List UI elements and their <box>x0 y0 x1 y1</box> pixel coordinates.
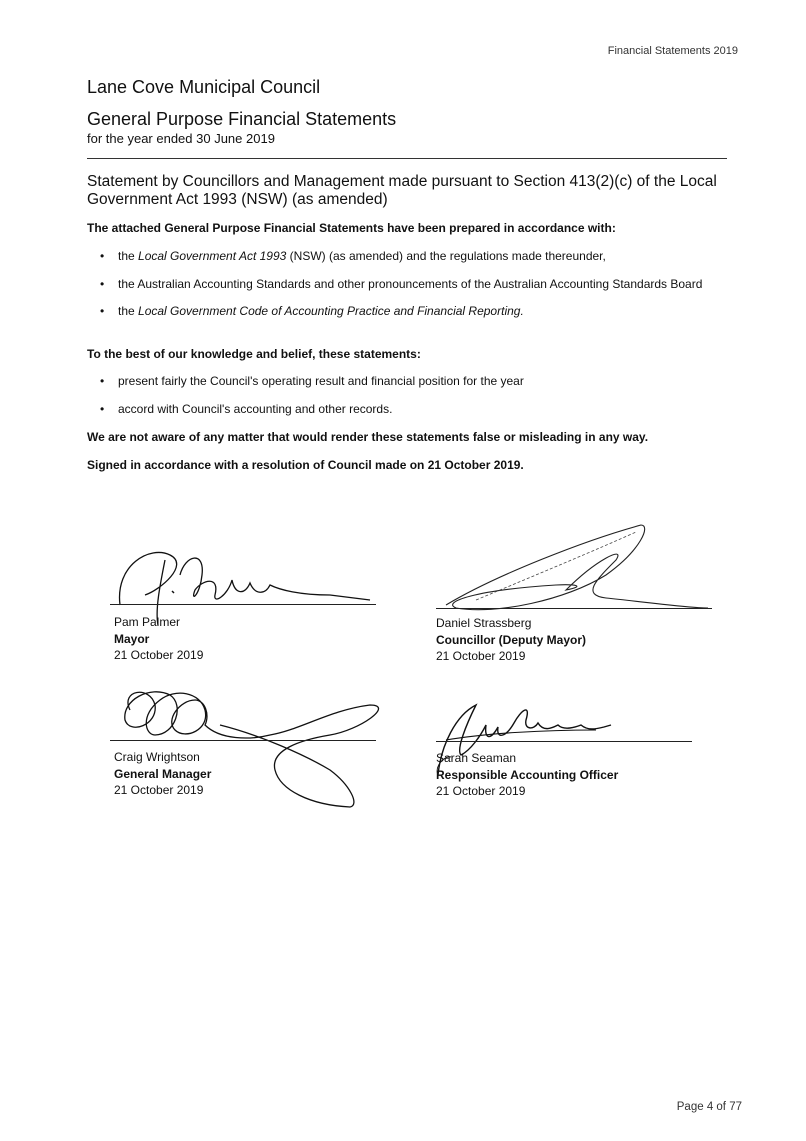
signatory-mayor <box>114 614 203 664</box>
signatory-general-manager <box>114 749 211 799</box>
signatory-date: 21 October 2019 <box>436 649 526 663</box>
list-item: • the Local Government Code of Accounting Practice and Financial Reporting. <box>100 304 524 318</box>
title-divider <box>87 158 727 159</box>
not-aware-statement: We are not aware of any matter that would render these statements false or misleading in any way. <box>87 430 649 444</box>
signature-line <box>110 604 376 605</box>
signatory-name: Craig Wrightson <box>114 750 200 764</box>
signature-deputy-mayor <box>436 520 716 630</box>
signatory-role: Responsible Accounting Officer <box>436 767 619 782</box>
prepared-intro: The attached General Purpose Financial Statements have been prepared in accordance with: <box>87 221 616 235</box>
signature-line <box>436 608 712 609</box>
signatory-role: General Manager <box>114 766 212 781</box>
bullet: • <box>100 402 105 416</box>
bullet: • <box>100 304 105 318</box>
list-item: • the Local Government Act 1993 (NSW) (as amended) and the regulations made thereunder, <box>100 249 606 263</box>
signatory-name: Pam Palmer <box>114 615 181 629</box>
signatory-date: 21 October 2019 <box>114 648 204 662</box>
signed-statement: Signed in accordance with a resolution of Council made on 21 October 2019. <box>87 458 524 472</box>
signatory-accounting-officer <box>436 750 618 800</box>
statement-title: Statement by Councillors and Management made pursuant to Section 413(2)(c) of the Local Government Act 1993 (NSW) (as amended) <box>87 173 717 208</box>
signatory-date: 21 October 2019 <box>436 784 526 798</box>
statement-type: General Purpose Financial Statements <box>87 109 397 129</box>
signature-line <box>436 741 692 742</box>
period: for the year ended 30 June 2019 <box>87 131 275 146</box>
signatory-deputy-mayor <box>436 615 586 665</box>
signatory-name: Sarah Seaman <box>436 751 517 765</box>
bullet: • <box>100 277 105 291</box>
page-number: Page 4 of 77 <box>676 1101 742 1113</box>
signatory-role: Councillor (Deputy Mayor) <box>436 632 587 647</box>
council-name: Lane Cove Municipal Council <box>87 77 321 97</box>
bullet: • <box>100 249 105 263</box>
list-item: • present fairly the Council's operating result and financial position for the year <box>100 374 524 388</box>
signatory-role: Mayor <box>114 631 150 646</box>
belief-intro: To the best of our knowledge and belief, these statements: <box>87 347 421 361</box>
signatory-name: Daniel Strassberg <box>436 616 532 630</box>
list-item: • accord with Council's accounting and other records. <box>100 402 393 416</box>
list-item: • the Australian Accounting Standards and other pronouncements of the Australian Accounting Standards Board <box>100 277 703 291</box>
running-header: Financial Statements 2019 <box>607 45 738 57</box>
signatory-date: 21 October 2019 <box>114 783 204 797</box>
signature-line <box>110 740 376 741</box>
bullet: • <box>100 374 105 388</box>
